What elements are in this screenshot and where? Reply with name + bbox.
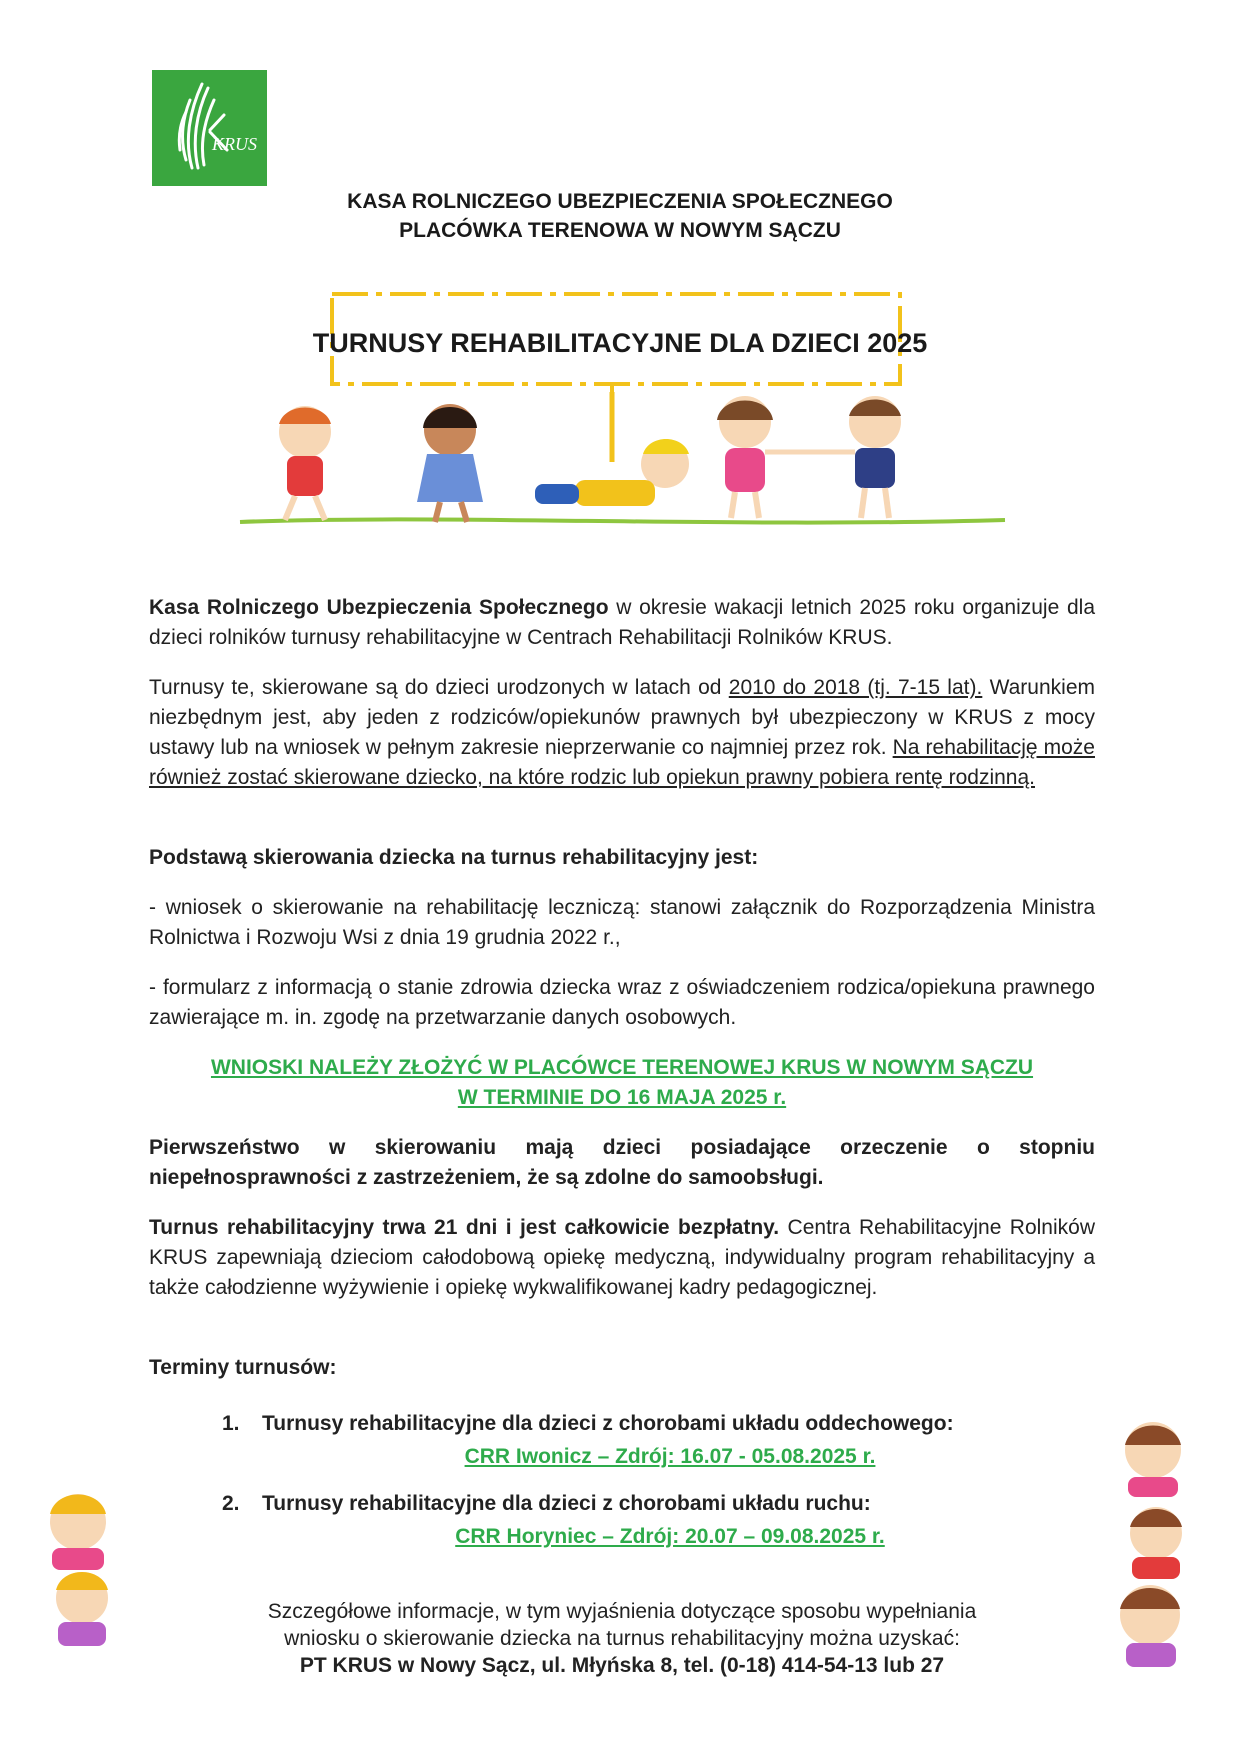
notice-line-1: WNIOSKI NALEŻY ZŁOŻYĆ W PLACÓWCE TERENOWEJ KRUS W NOWYM SĄCZU — [210, 1056, 1034, 1079]
header-line-1: KASA ROLNICZEGO UBEZPIECZENIA SPOŁECZNEGO — [347, 190, 893, 213]
duration-rest: Centra Rehabilitacyjne Rolników KRUS zapewniają dzieciom całodobową opiekę medyczną, indywidualny program rehabilitacyjny a także całodzienne wyżywienie i opiekę wykwalifikowanej kadry pedagogicznej. — [149, 1216, 1095, 1299]
priority-paragraph: Pierwszeństwo w skierowaniu mają dzieci posiadające orzeczenie o stopniu niepełnosprawności z zastrzeżeniem, że są zdolne do samoobsługi. — [149, 1136, 1095, 1189]
krus-logo — [152, 70, 267, 186]
term-1-number: 1. — [222, 1412, 240, 1435]
term-2-place: CRR Horyniec – Zdrój: 20.07 – 09.08.2025 r. — [455, 1525, 885, 1548]
page-title: TURNUSY REHABILITACYJNE DLA DZIECI 2025 — [312, 328, 928, 358]
term-2-number: 2. — [222, 1492, 240, 1515]
header-line-2: PLACÓWKA TERENOWA W NOWYM SĄCZU — [399, 219, 841, 242]
intro-rest: w okresie wakacji letnich 2025 roku organizuje dla dzieci rolników turnusy rehabilitacyjne w Centrach Rehabilitacji Rolników KRUS. — [149, 596, 1095, 649]
intro-bold: Kasa Rolniczego Ubezpieczenia Społecznego — [149, 596, 609, 619]
notice-line-2: W TERMINIE DO 16 MAJA 2025 r. — [457, 1086, 787, 1109]
decorative-kids-right — [1098, 1405, 1198, 1670]
basis-heading: Podstawą skierowania dziecka na turnus rehabilitacyjny jest: — [149, 846, 759, 869]
duration-bold: Turnus rehabilitacyjny trwa 21 dni i jest całkowicie bezpłatny. — [149, 1216, 780, 1239]
terms-heading: Terminy turnusów: — [149, 1356, 337, 1379]
footer-line-3: PT KRUS w Nowy Sącz, ul. Młyńska 8, tel. (0-18) 414-54-13 lub 27 — [299, 1654, 945, 1677]
eligibility-paragraph — [149, 673, 1095, 793]
basis-item-2: - formularz z informacją o stanie zdrowia dziecka wraz z oświadczeniem rodzica/opiekuna prawnego zawierające m. in. zgodę na przetwarzanie danych osobowych. — [149, 976, 1095, 1029]
decorative-kids-left — [38, 1478, 120, 1648]
duration-paragraph — [149, 1213, 1095, 1303]
svg-text:KRUS: KRUS — [212, 134, 257, 154]
footer-line-2: wniosku o skierowanie dziecka na turnus rehabilitacyjny można uzyskać: — [284, 1627, 960, 1650]
kids-illustration — [235, 392, 1010, 532]
intro-paragraph — [149, 593, 1095, 653]
eligibility-part1: Turnusy te, skierowane są do dzieci urodzonych w latach od — [149, 676, 729, 699]
term-1-label: Turnusy rehabilitacyjne dla dzieci z chorobami układu oddechowego: — [262, 1412, 954, 1435]
eligibility-underlined: Na rehabilitację może również zostać skierowane dziecko, na które rodzic lub opiekun prawny pobiera rentę rodzinną. — [149, 736, 1095, 789]
term-1-place: CRR Iwonicz – Zdrój: 16.07 - 05.08.2025 r. — [464, 1445, 876, 1468]
eligibility-part2: Warunkiem niezbędnym jest, aby jeden z rodziców/opiekunów prawnych był ubezpieczony w KRUS z mocy ustawy lub na wniosek w pełnym zakresie nieprzerwanie co najmniej przez rok. — [149, 676, 1095, 759]
footer-line-1: Szczegółowe informacje, w tym wyjaśnienia dotyczące sposobu wypełniania — [267, 1600, 977, 1623]
basis-item-1: - wniosek o skierowanie na rehabilitację leczniczą: stanowi załącznik do Rozporządzenia Ministra Rolnictwa i Rozwoju Wsi z dnia 19 grudnia 2022 r., — [149, 896, 1095, 949]
term-2-label: Turnusy rehabilitacyjne dla dzieci z chorobami układu ruchu: — [262, 1492, 871, 1515]
eligibility-years: 2010 do 2018 (tj. 7-15 lat). — [728, 676, 983, 699]
